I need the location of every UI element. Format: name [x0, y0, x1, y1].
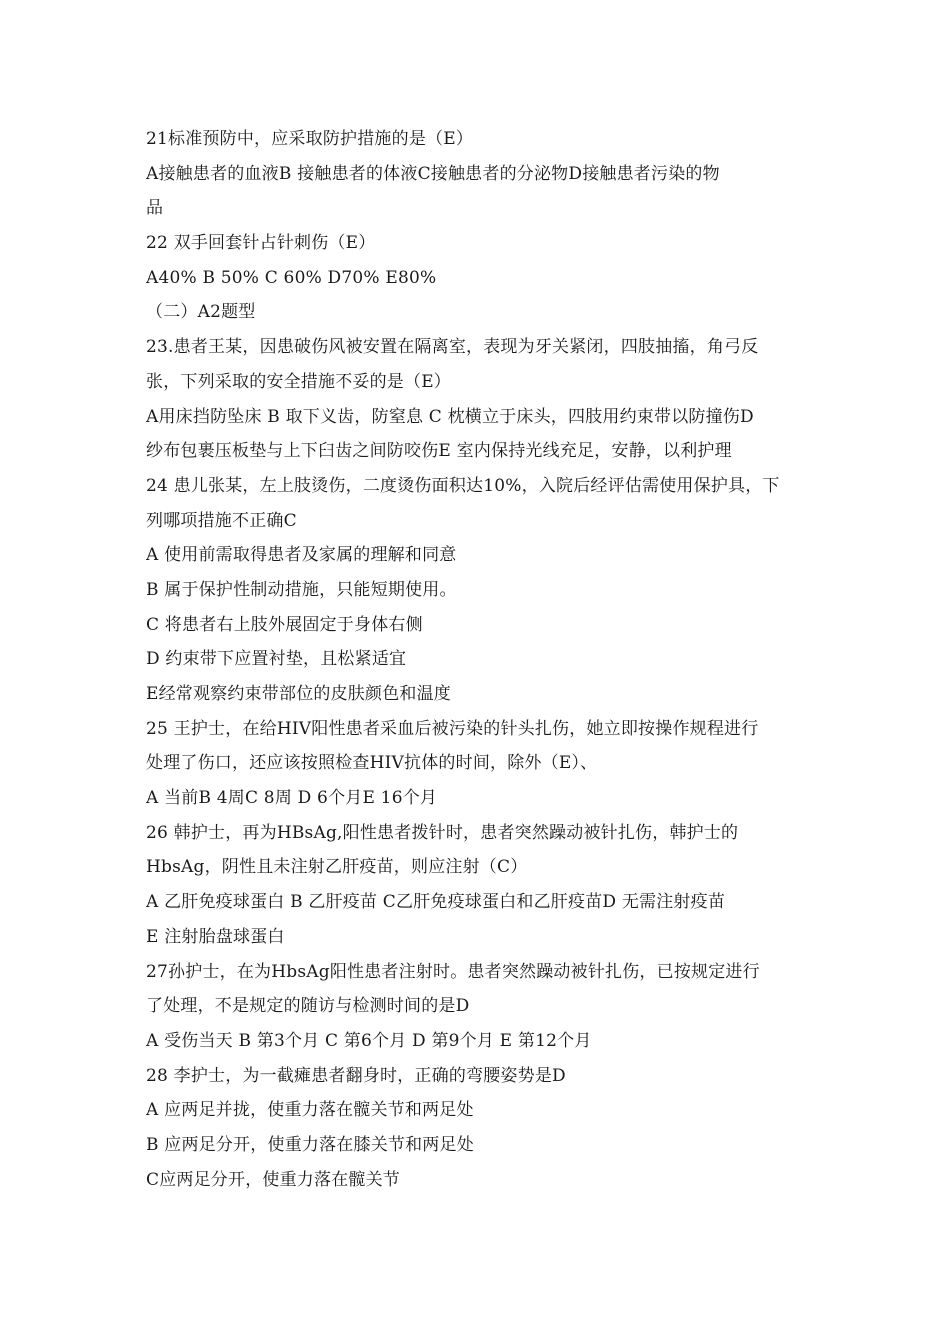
question-24-option-d: D 约束带下应置衬垫，且松紧适宜	[146, 649, 407, 670]
question-24-option-a: A 使用前需取得患者及家属的理解和同意	[146, 545, 457, 566]
section-heading-a2: （二）A2题型	[146, 302, 256, 323]
question-23-options: A用床挡防坠床 B 取下义齿，防窒息 C 枕横立于床头，四肢用约束带以防撞伤D	[146, 406, 754, 427]
question-25-options: A 当前B 4周C 8周 D 6个月E 16个月	[146, 788, 438, 809]
question-24-option-e: E经常观察约束带部位的皮肤颜色和温度	[146, 684, 452, 704]
question-26-stem-cont: HbsAg，阴性且未注射乙肝疫苗，则应注射（C）	[146, 857, 528, 878]
question-24-stem-cont: 列哪项措施不正确C	[146, 510, 297, 531]
question-28-option-c: C应两足分开，使重力落在髋关节	[146, 1169, 401, 1190]
question-25-stem-cont: 处理了伤口，还应该按照检查HIV抗体的时间，除外（E）、	[146, 753, 598, 774]
question-22-stem: 22 双手回套针占针刺伤（E）	[146, 233, 376, 254]
question-21-options-cont: 品	[146, 198, 164, 219]
question-21-stem: 21标准预防中，应采取防护措施的是（E）	[146, 129, 474, 149]
question-28-option-a: A 应两足并拢，使重力落在髋关节和两足处	[146, 1100, 474, 1121]
question-27-stem: 27孙护士，在为HbsAg阳性患者注射时。患者突然躁动被针扎伤，已按规定进行	[146, 961, 760, 982]
question-26-stem: 26 韩护士，再为HBsAg,阳性患者拨针时，患者突然躁动被针扎伤，韩护士的	[146, 822, 739, 843]
question-24-stem: 24 患儿张某，左上肢烫伤，二度烫伤面积达10%，入院后经评估需使用保护具，下	[146, 475, 780, 496]
document-body	[146, 122, 816, 1197]
question-23-stem: 23.患者王某，因患破伤风被安置在隔离室，表现为牙关紧闭，四肢抽搐，角弓反	[146, 337, 759, 358]
question-24-option-c: C 将患者右上肢外展固定于身体右侧	[146, 614, 423, 635]
question-24-option-b: B 属于保护性制动措施，只能短期使用。	[146, 579, 457, 600]
question-22-options: A40% B 50% C 60% D70% E80%	[146, 267, 437, 288]
question-27-stem-cont: 了处理，不是规定的随访与检测时间的是D	[146, 996, 470, 1017]
question-23-stem-cont: 张，下列采取的安全措施不妥的是（E）	[146, 371, 452, 392]
question-25-stem: 25 王护士，在给HIV阳性患者采血后被污染的针头扎伤，她立即按操作规程进行	[146, 718, 759, 739]
question-26-options-cont: E 注射胎盘球蛋白	[146, 926, 285, 947]
question-28-option-b: B 应两足分开，使重力落在膝关节和两足处	[146, 1134, 474, 1155]
question-27-options: A 受伤当天 B 第3个月 C 第6个月 D 第9个月 E 第12个月	[146, 1030, 592, 1051]
question-23-options-cont: 纱布包裹压板垫与上下臼齿之间防咬伤E 室内保持光线充足，安静，以利护理	[146, 441, 732, 462]
question-21-options: A接触患者的血液B 接触患者的体液C接触患者的分泌物D接触患者污染的物	[146, 163, 720, 184]
question-28-stem: 28 李护士，为一截瘫患者翻身时，正确的弯腰姿势是D	[146, 1065, 566, 1086]
question-26-options: A 乙肝免疫球蛋白 B 乙肝疫苗 C乙肝免疫球蛋白和乙肝疫苗D 无需注射疫苗	[146, 892, 726, 913]
